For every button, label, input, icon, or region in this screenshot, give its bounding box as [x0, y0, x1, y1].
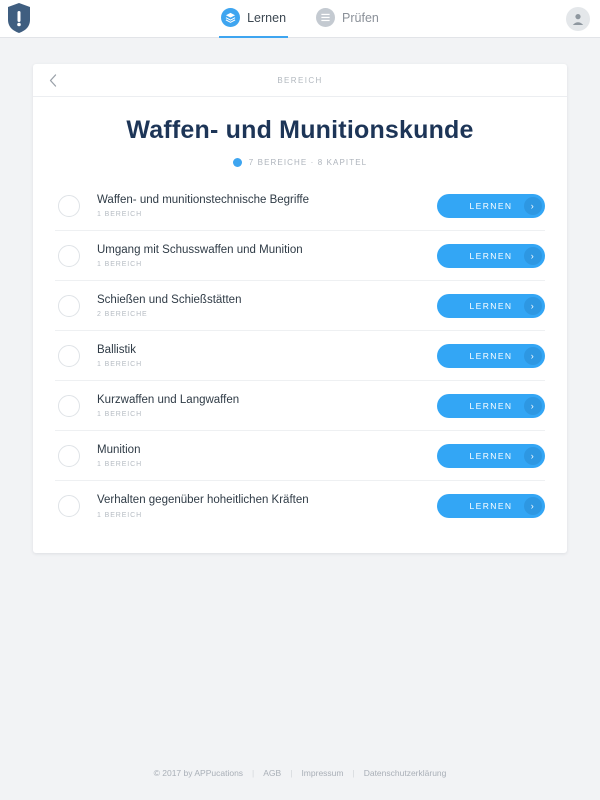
chevron-right-icon: › — [524, 297, 542, 315]
footer-separator: | — [352, 768, 355, 778]
list-item-title: Schießen und Schießstätten — [97, 293, 242, 306]
lernen-button-label: LERNEN — [469, 350, 513, 361]
progress-radio-icon[interactable] — [58, 395, 80, 417]
layers-icon — [221, 8, 240, 27]
footer-copyright: © 2017 by APPucations — [153, 768, 244, 778]
list-icon — [316, 8, 335, 27]
list-item-texts — [80, 493, 437, 518]
progress-radio-icon[interactable] — [58, 245, 80, 267]
list-item[interactable] — [55, 281, 545, 331]
footer-link-agb[interactable]: AGB — [263, 768, 282, 778]
card-meta — [33, 145, 567, 181]
lernen-button-label: LERNEN — [469, 400, 513, 411]
nav-item-pruefen[interactable] — [314, 0, 381, 38]
chapter-list — [33, 181, 567, 553]
list-item-title: Waffen- und munitionstechnische Begriffe — [97, 193, 310, 206]
page-footer — [0, 768, 600, 778]
progress-radio-icon[interactable] — [58, 345, 80, 367]
list-item-subtitle: 1 BEREICH — [97, 461, 143, 469]
lernen-button[interactable] — [437, 344, 545, 368]
nav-item-lernen-label: Lernen — [247, 10, 287, 25]
chevron-right-icon: › — [524, 447, 542, 465]
chevron-right-icon: › — [524, 347, 542, 365]
top-navigation-bar — [0, 0, 600, 38]
lernen-button[interactable] — [437, 244, 545, 268]
chevron-right-icon: › — [524, 197, 542, 215]
list-item-subtitle: 1 BEREICH — [97, 511, 143, 519]
progress-radio-icon[interactable] — [58, 495, 80, 517]
lernen-button-label: LERNEN — [469, 250, 513, 261]
footer-separator: | — [252, 768, 255, 778]
list-item-subtitle: 1 BEREICH — [97, 261, 143, 269]
lernen-button-label: LERNEN — [469, 200, 513, 211]
list-item[interactable] — [55, 231, 545, 281]
breadcrumb: BEREICH — [277, 75, 323, 85]
footer-link-impressum[interactable]: Impressum — [301, 768, 344, 778]
chevron-right-icon: › — [524, 247, 542, 265]
list-item-title: Ballistik — [97, 343, 136, 356]
page-title: Waffen- und Munitionskunde — [126, 116, 474, 144]
list-item-subtitle: 1 BEREICH — [97, 411, 143, 419]
chevron-left-icon[interactable] — [49, 64, 57, 96]
nav-item-lernen[interactable] — [219, 0, 288, 38]
lernen-button[interactable] — [437, 194, 545, 218]
chevron-right-icon: › — [524, 497, 542, 515]
list-item-texts — [80, 343, 437, 368]
lernen-button-label: LERNEN — [469, 300, 513, 311]
progress-radio-icon[interactable] — [58, 195, 80, 217]
list-item-texts — [80, 193, 437, 218]
progress-radio-icon[interactable] — [58, 295, 80, 317]
list-item-texts — [80, 443, 437, 468]
list-item[interactable] — [55, 181, 545, 231]
page-content — [0, 38, 600, 553]
user-avatar-icon[interactable] — [566, 7, 590, 31]
list-item-texts — [80, 243, 437, 268]
list-item-subtitle: 2 BEREICHE — [97, 311, 148, 319]
lernen-button[interactable] — [437, 394, 545, 418]
list-item-title: Kurzwaffen und Langwaffen — [97, 393, 240, 406]
list-item[interactable] — [55, 331, 545, 381]
list-item[interactable] — [55, 381, 545, 431]
main-nav — [219, 0, 381, 38]
lernen-button[interactable] — [437, 444, 545, 468]
list-item[interactable] — [55, 431, 545, 481]
card-header — [33, 64, 567, 97]
card-meta-label: 7 BEREICHE · 8 KAPITEL — [248, 158, 368, 167]
list-item-title: Verhalten gegenüber hoheitlichen Kräften — [97, 494, 309, 507]
lernen-button-label: LERNEN — [469, 450, 513, 461]
list-item-subtitle: 1 BEREICH — [97, 211, 143, 219]
list-item-texts — [80, 293, 437, 318]
lernen-button[interactable] — [437, 494, 545, 518]
status-dot-icon — [233, 158, 242, 167]
footer-separator: | — [290, 768, 293, 778]
list-item-title: Umgang mit Schusswaffen und Munition — [97, 243, 303, 256]
bereich-card — [33, 64, 567, 553]
list-item-texts — [80, 393, 437, 418]
list-item[interactable] — [55, 481, 545, 531]
nav-item-pruefen-label: Prüfen — [342, 10, 379, 25]
lernen-button-label: LERNEN — [469, 501, 513, 511]
progress-radio-icon[interactable] — [58, 445, 80, 467]
lernen-button[interactable] — [437, 294, 545, 318]
chevron-right-icon: › — [524, 397, 542, 415]
footer-link-datenschutz[interactable]: Datenschutzerklärung — [363, 768, 447, 778]
list-item-subtitle: 1 BEREICH — [97, 361, 143, 369]
list-item-title: Munition — [97, 443, 141, 456]
app-shield-logo[interactable] — [8, 3, 30, 33]
